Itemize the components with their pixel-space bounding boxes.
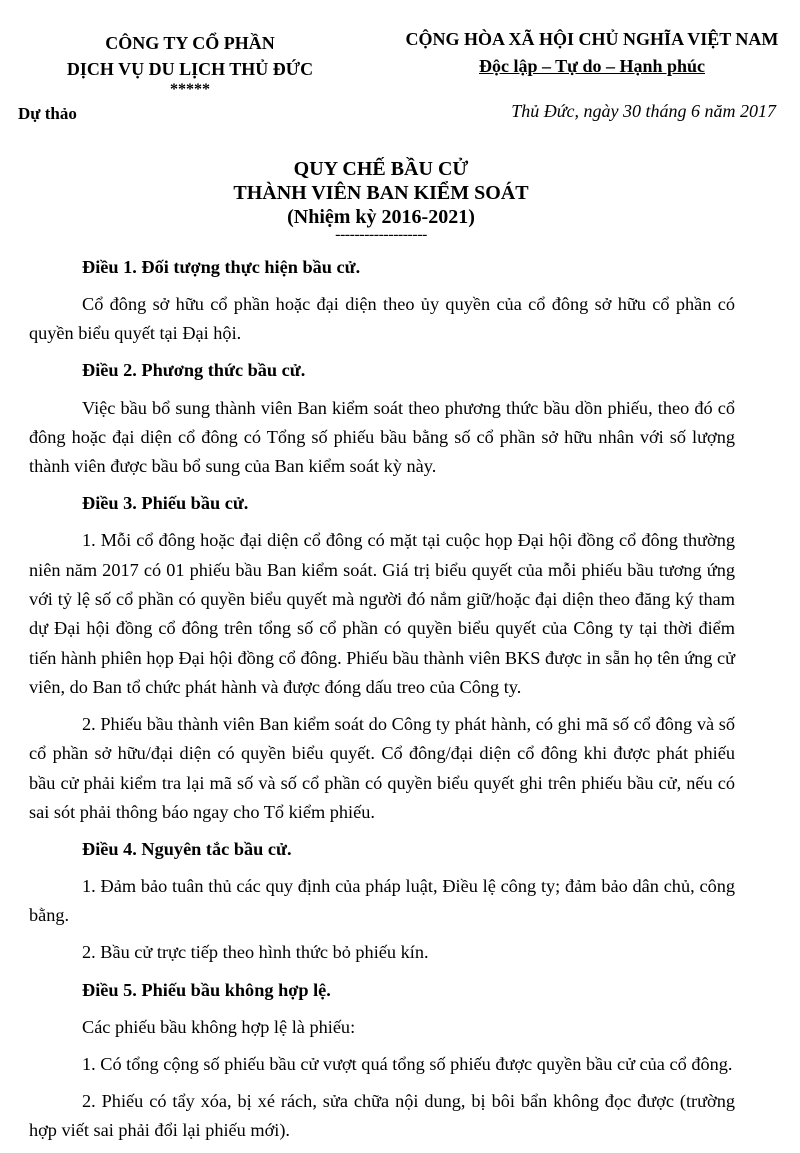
article-3-paragraph-2: 2. Phiếu bầu thành viên Ban kiểm soát do Công ty phát hành, có ghi mã số cổ đông và số cổ phần sở hữu/đại diện có quyền biểu quyết. Cổ đông/đại diện cổ đông khi được phát phiếu bầu cử phải kiểm tra lại mã số và số cổ phần có quyền biểu quyết ghi trên phiếu bầu cử, nếu có sai sót phải thông báo ngay cho Tổ kiểm phiếu. — [29, 713, 735, 822]
title-separator: ------------------- — [335, 226, 427, 243]
company-header — [60, 30, 320, 98]
article-2-heading: Điều 2. Phương thức bầu cử. — [82, 360, 306, 381]
company-type: CÔNG TY CỔ PHẦN — [105, 33, 275, 53]
national-motto: Độc lập – Tự do – Hạnh phúc — [478, 56, 706, 76]
title-line-1: QUY CHẾ BẦU CỬ — [293, 158, 469, 180]
title-term: (Nhiệm kỳ 2016-2021) — [287, 206, 475, 228]
header-stars: ***** — [170, 81, 210, 98]
draft-label: Dự thảo — [18, 104, 77, 123]
title-line-2: THÀNH VIÊN BAN KIỂM SOÁT — [233, 182, 529, 204]
document-title — [0, 157, 762, 241]
article-3-heading: Điều 3. Phiếu bầu cử. — [82, 493, 249, 514]
national-header — [392, 26, 792, 80]
article-5-paragraph-3: 2. Phiếu có tẩy xóa, bị xé rách, sửa chữa nội dung, bị bôi bẩn không đọc được (trường hợp viết sai phải đổi lại phiếu mới). — [29, 1090, 735, 1141]
article-5-heading: Điều 5. Phiếu bầu không hợp lệ. — [82, 979, 331, 1000]
document-body — [29, 253, 735, 1153]
article-3-paragraph-1: 1. Mỗi cổ đông hoặc đại diện cổ đông có mặt tại cuộc họp Đại hội đồng cổ đông thường niên năm 2017 có 01 phiếu bầu Ban kiểm soát. Giá trị biểu quyết của mỗi phiếu bầu tương ứng với tỷ lệ số cổ phần có quyền biểu quyết mà người đó nắm giữ/hoặc đại diện theo đăng ký tham dự Đại hội đồng cổ đông trên tổng số cổ phần có quyền biểu quyết của Công ty tại thời điểm tiến hành phiên họp Đại hội đồng cổ đông. Phiếu bầu thành viên BKS được in sẵn họ tên ứng cử viên, do Ban tổ chức phát hành và được đóng dấu treo của Công ty. — [29, 530, 735, 697]
article-4-heading: Điều 4. Nguyên tắc bầu cử. — [82, 838, 292, 859]
article-1-heading: Điều 1. Đối tượng thực hiện bầu cử. — [82, 257, 361, 277]
place-date: Thủ Đức, ngày 30 tháng 6 năm 2017 — [511, 101, 776, 121]
article-1-paragraph: Cổ đông sở hữu cổ phần hoặc đại diện theo ủy quyền của cổ đông sở hữu cổ phần có quyền biểu quyết tại Đại hội. — [29, 294, 735, 344]
article-2-paragraph: Việc bầu bổ sung thành viên Ban kiểm soát theo phương thức bầu dồn phiếu, theo đó cổ đông hoặc đại diện cổ đông có Tổng số phiếu bầu bằng số cổ phần sở hữu nhân với số lượng thành viên được bầu bổ sung của Ban kiểm soát kỳ này. — [29, 397, 735, 477]
country-name: CỘNG HÒA XÃ HỘI CHỦ NGHĨA VIỆT NAM — [405, 29, 779, 49]
article-5-paragraph-2: 1. Có tổng cộng số phiếu bầu cử vượt quá tổng số phiếu được quyền bầu cử của cổ đông. — [82, 1053, 733, 1074]
article-4-paragraph-1: 1. Đảm bảo tuân thủ các quy định của pháp luật, Điều lệ công ty; đảm bảo dân chủ, công bằng. — [29, 876, 735, 926]
company-name: DỊCH VỤ DU LỊCH THỦ ĐỨC — [66, 59, 314, 79]
article-4-paragraph-2: 2. Bầu cử trực tiếp theo hình thức bỏ phiếu kín. — [82, 942, 429, 963]
article-5-paragraph-1: Các phiếu bầu không hợp lệ là phiếu: — [82, 1016, 356, 1037]
